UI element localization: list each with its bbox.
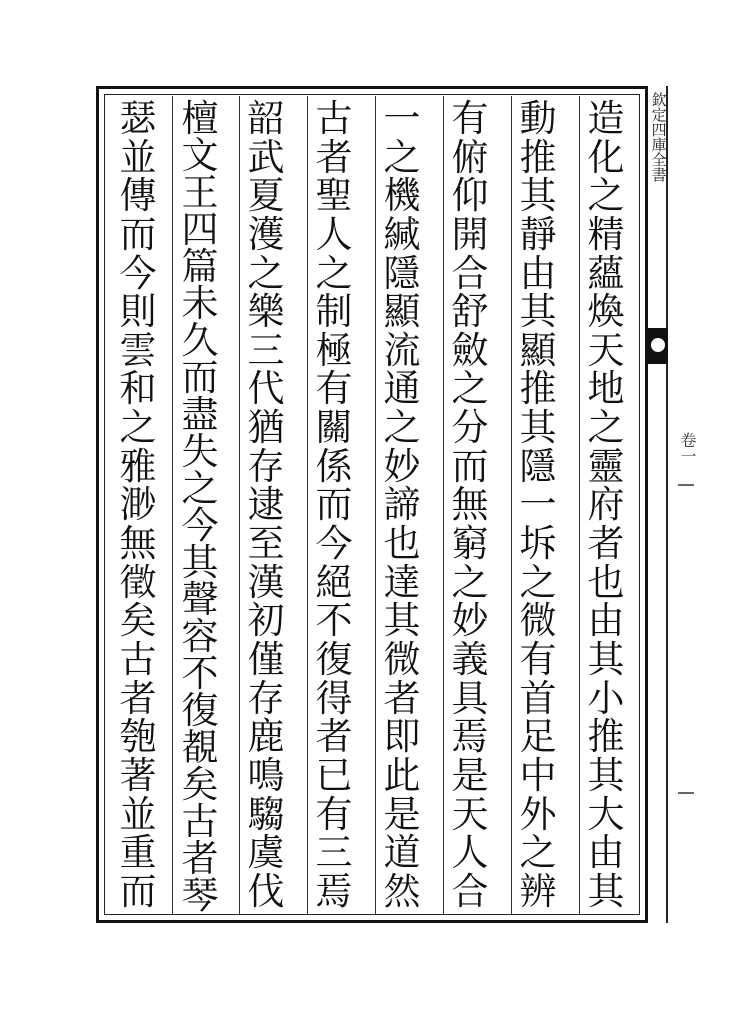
glyph: 文 xyxy=(181,134,219,177)
glyph: 久 xyxy=(181,319,219,362)
glyph: 妙 xyxy=(383,444,421,488)
glyph: 匏 xyxy=(119,715,157,759)
glyph: 至 xyxy=(247,522,285,566)
glyph: 篇 xyxy=(181,245,219,288)
glyph: 通 xyxy=(383,367,421,411)
glyph: 雅 xyxy=(119,444,157,488)
glyph: 流 xyxy=(383,328,421,372)
glyph: 有 xyxy=(451,97,489,140)
glyph: 而 xyxy=(119,212,157,256)
glyph: 達 xyxy=(383,560,421,604)
glyph: 顯 xyxy=(519,328,557,372)
glyph: 此 xyxy=(383,753,421,797)
glyph: 初 xyxy=(247,599,285,643)
glyph: 是 xyxy=(383,792,421,836)
glyph: 漢 xyxy=(247,560,285,604)
glyph: 其 xyxy=(587,753,625,797)
glyph: 即 xyxy=(383,715,421,759)
glyph: 天 xyxy=(451,792,489,836)
glyph: 者 xyxy=(383,676,421,720)
glyph: 者 xyxy=(119,676,157,720)
glyph: 而 xyxy=(119,869,157,913)
glyph: 妙 xyxy=(451,599,489,643)
text-column xyxy=(178,97,222,917)
glyph: 大 xyxy=(587,792,625,836)
glyph: 古 xyxy=(315,97,353,140)
glyph: 之 xyxy=(383,406,421,450)
glyph: 則 xyxy=(119,290,157,334)
glyph: 而 xyxy=(181,356,219,399)
glyph: 道 xyxy=(383,831,421,875)
glyph: 具 xyxy=(451,676,489,720)
glyph: 矣 xyxy=(119,599,157,643)
glyph: 有 xyxy=(519,637,557,681)
glyph: 得 xyxy=(315,676,353,720)
glyph: 者 xyxy=(181,837,219,880)
margin-band xyxy=(648,86,668,923)
glyph: 而 xyxy=(315,483,353,527)
glyph: 重 xyxy=(119,831,157,875)
glyph: 之 xyxy=(451,367,489,411)
glyph: 不 xyxy=(181,652,219,695)
glyph: 覩 xyxy=(181,726,219,769)
glyph: 而 xyxy=(451,444,489,488)
glyph: 緘 xyxy=(383,212,421,256)
glyph: 有 xyxy=(315,792,353,836)
glyph: 鹿 xyxy=(247,715,285,759)
glyph: 四 xyxy=(181,208,219,251)
glyph: 著 xyxy=(119,753,157,797)
glyph: 諦 xyxy=(383,483,421,527)
glyph: 推 xyxy=(519,135,557,179)
glyph: 其 xyxy=(519,406,557,450)
margin-tick xyxy=(678,792,694,794)
column-rule xyxy=(172,96,173,914)
glyph: 韶 xyxy=(247,97,285,140)
glyph: 復 xyxy=(181,689,219,732)
column-rule xyxy=(579,96,580,914)
glyph: 之 xyxy=(383,135,421,179)
glyph: 極 xyxy=(315,328,353,372)
glyph: 聖 xyxy=(315,174,353,218)
text-column xyxy=(380,97,424,913)
glyph: 其 xyxy=(383,599,421,643)
glyph: 一 xyxy=(519,483,557,527)
glyph: 微 xyxy=(383,637,421,681)
glyph: 關 xyxy=(315,406,353,450)
glyph: 虞 xyxy=(247,831,285,875)
glyph: 合 xyxy=(451,869,489,913)
text-column xyxy=(516,97,560,913)
fishtail-mark xyxy=(648,328,668,364)
margin-tick xyxy=(678,484,694,486)
glyph: 無 xyxy=(119,522,157,566)
glyph: 伐 xyxy=(247,869,285,913)
glyph: 之 xyxy=(451,560,489,604)
glyph: 者 xyxy=(315,135,353,179)
glyph: 猶 xyxy=(247,406,285,450)
glyph: 仰 xyxy=(451,174,489,218)
glyph: 雲 xyxy=(119,328,157,372)
glyph: 辨 xyxy=(519,869,557,913)
juan-label-text: 卷一 xyxy=(678,432,697,464)
glyph: 顯 xyxy=(383,290,421,334)
glyph: 容 xyxy=(181,615,219,658)
glyph: 其 xyxy=(519,174,557,218)
glyph: 小 xyxy=(587,676,625,720)
glyph: 由 xyxy=(587,599,625,643)
glyph: 化 xyxy=(587,135,625,179)
glyph: 由 xyxy=(587,831,625,875)
glyph: 靈 xyxy=(587,444,625,488)
glyph: 中 xyxy=(519,753,557,797)
glyph: 古 xyxy=(181,800,219,843)
glyph: 無 xyxy=(451,483,489,527)
glyph: 古 xyxy=(119,637,157,681)
glyph: 之 xyxy=(247,251,285,295)
glyph: 有 xyxy=(315,367,353,411)
glyph: 推 xyxy=(519,367,557,411)
column-rule xyxy=(307,96,308,914)
column-rule xyxy=(239,96,240,914)
book-title-text: 欽定四庫全書 xyxy=(649,92,668,182)
glyph: 其 xyxy=(181,541,219,584)
glyph: 是 xyxy=(451,753,489,797)
glyph: 之 xyxy=(181,467,219,510)
glyph: 騶 xyxy=(247,792,285,836)
book-title-margin xyxy=(648,92,668,182)
glyph: 復 xyxy=(315,637,353,681)
glyph: 徵 xyxy=(119,560,157,604)
glyph: 之 xyxy=(315,251,353,295)
text-column xyxy=(448,97,492,913)
glyph: 窮 xyxy=(451,522,489,566)
glyph: 坼 xyxy=(519,522,557,566)
glyph: 由 xyxy=(519,251,557,295)
glyph: 斂 xyxy=(451,328,489,372)
glyph: 合 xyxy=(451,251,489,295)
glyph: 其 xyxy=(587,869,625,913)
glyph: 瑟 xyxy=(119,97,157,140)
glyph: 不 xyxy=(315,599,353,643)
glyph: 聲 xyxy=(181,578,219,621)
glyph: 檀 xyxy=(181,97,219,140)
glyph: 外 xyxy=(519,792,557,836)
glyph: 也 xyxy=(587,560,625,604)
glyph: 係 xyxy=(315,444,353,488)
glyph: 者 xyxy=(587,522,625,566)
glyph: 僅 xyxy=(247,637,285,681)
glyph: 蘊 xyxy=(587,251,625,295)
glyph: 推 xyxy=(587,715,625,759)
glyph: 今 xyxy=(181,504,219,547)
glyph: 存 xyxy=(247,444,285,488)
glyph: 樂 xyxy=(247,290,285,334)
juan-label xyxy=(676,432,699,468)
glyph: 靜 xyxy=(519,212,557,256)
glyph: 府 xyxy=(587,483,625,527)
glyph: 存 xyxy=(247,676,285,720)
glyph: 焉 xyxy=(451,715,489,759)
glyph: 傳 xyxy=(119,174,157,218)
glyph: 之 xyxy=(587,174,625,218)
glyph: 焉 xyxy=(315,869,353,913)
glyph: 濩 xyxy=(247,212,285,256)
glyph: 失 xyxy=(181,430,219,473)
glyph: 鳴 xyxy=(247,753,285,797)
glyph: 隱 xyxy=(519,444,557,488)
glyph: 代 xyxy=(247,367,285,411)
glyph: 今 xyxy=(315,522,353,566)
glyph: 其 xyxy=(587,637,625,681)
glyph: 分 xyxy=(451,406,489,450)
glyph: 未 xyxy=(181,282,219,325)
glyph: 琴 xyxy=(181,874,219,917)
glyph: 之 xyxy=(119,406,157,450)
glyph: 之 xyxy=(587,406,625,450)
glyph: 俯 xyxy=(451,135,489,179)
glyph: 夏 xyxy=(247,174,285,218)
glyph: 隱 xyxy=(383,251,421,295)
glyph: 和 xyxy=(119,367,157,411)
glyph: 之 xyxy=(519,560,557,604)
glyph: 絕 xyxy=(315,560,353,604)
text-column xyxy=(244,97,288,913)
glyph: 人 xyxy=(451,831,489,875)
text-column xyxy=(584,97,628,913)
glyph: 然 xyxy=(383,869,421,913)
glyph: 動 xyxy=(519,97,557,140)
glyph: 並 xyxy=(119,135,157,179)
text-column xyxy=(116,97,160,913)
column-rule xyxy=(443,96,444,914)
column-rule xyxy=(375,96,376,914)
glyph: 造 xyxy=(587,97,625,140)
glyph: 逮 xyxy=(247,483,285,527)
glyph: 武 xyxy=(247,135,285,179)
glyph: 王 xyxy=(181,171,219,214)
glyph: 渺 xyxy=(119,483,157,527)
column-rule xyxy=(511,96,512,914)
glyph: 已 xyxy=(315,753,353,797)
glyph: 機 xyxy=(383,174,421,218)
glyph: 地 xyxy=(587,367,625,411)
glyph: 矣 xyxy=(181,763,219,806)
glyph: 舒 xyxy=(451,290,489,334)
glyph: 三 xyxy=(315,831,353,875)
glyph: 首 xyxy=(519,676,557,720)
glyph: 三 xyxy=(247,328,285,372)
glyph: 其 xyxy=(519,290,557,334)
glyph: 足 xyxy=(519,715,557,759)
glyph: 天 xyxy=(587,328,625,372)
glyph: 也 xyxy=(383,522,421,566)
glyph: 之 xyxy=(519,831,557,875)
glyph: 義 xyxy=(451,637,489,681)
text-column xyxy=(312,97,356,913)
glyph: 者 xyxy=(315,715,353,759)
glyph: 精 xyxy=(587,212,625,256)
glyph: 今 xyxy=(119,251,157,295)
glyph: 盡 xyxy=(181,393,219,436)
glyph: 人 xyxy=(315,212,353,256)
glyph: 一 xyxy=(383,97,421,140)
glyph: 開 xyxy=(451,212,489,256)
glyph: 並 xyxy=(119,792,157,836)
glyph: 煥 xyxy=(587,290,625,334)
glyph: 制 xyxy=(315,290,353,334)
glyph: 微 xyxy=(519,599,557,643)
